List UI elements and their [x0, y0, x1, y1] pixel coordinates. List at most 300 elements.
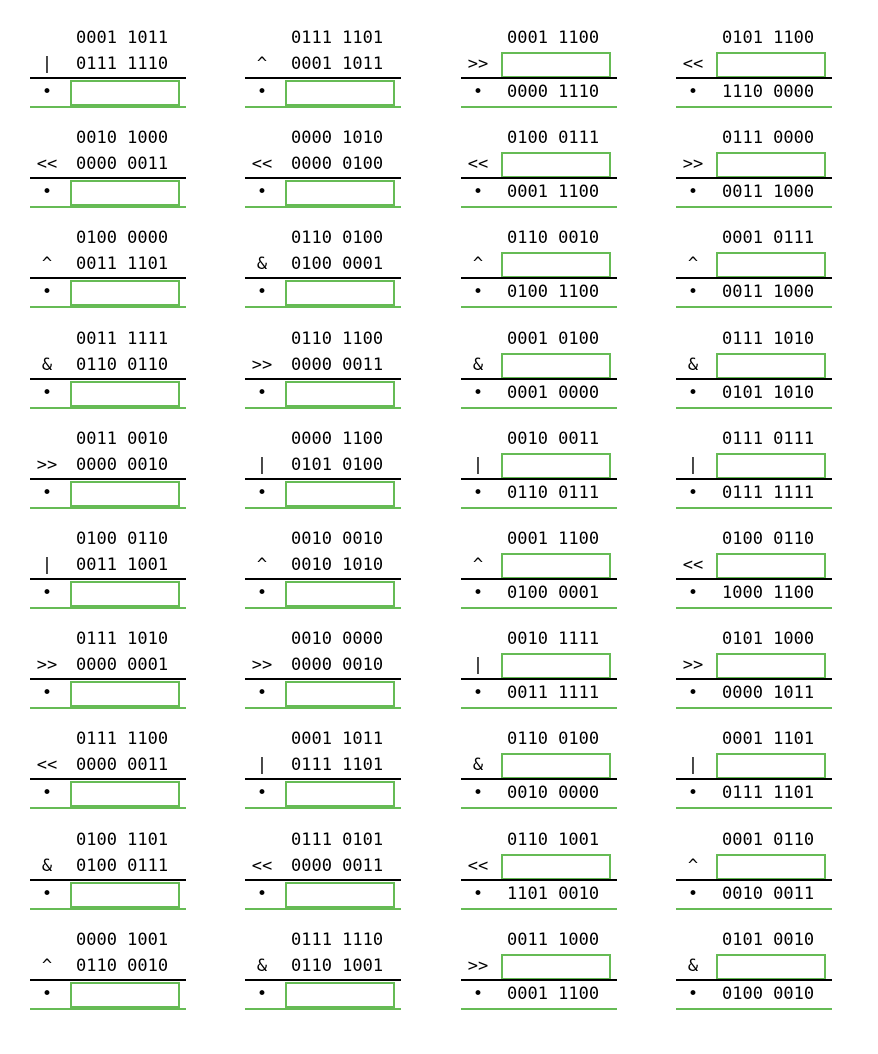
operator-symbol: | — [687, 755, 699, 775]
bullet-icon: • — [472, 82, 484, 102]
operator-symbol: << — [467, 856, 489, 876]
first-operand: 0010 1000 — [76, 128, 169, 148]
first-operand: 0001 0110 — [722, 830, 815, 850]
answer-underline — [461, 607, 617, 609]
operator-row — [245, 752, 401, 778]
first-operand: 0111 1101 — [291, 28, 384, 48]
result-row — [676, 580, 832, 606]
first-operand: 0011 1000 — [507, 930, 600, 950]
first-operand: 0101 1000 — [722, 629, 815, 649]
operator-row — [245, 151, 401, 177]
answer-underline — [245, 306, 401, 308]
problem-block — [461, 526, 617, 610]
first-operand: 0110 0100 — [507, 729, 600, 749]
answer-underline — [461, 206, 617, 208]
operand-row — [30, 25, 186, 51]
result-row — [30, 680, 186, 706]
second-operand: 0000 0011 — [76, 755, 169, 775]
problem-block — [245, 927, 401, 1011]
operator-row — [676, 352, 832, 378]
operator-symbol: >> — [251, 655, 273, 675]
result-row — [245, 981, 401, 1007]
operand-row — [245, 326, 401, 352]
problem-block — [461, 827, 617, 911]
operand-row — [461, 225, 617, 251]
answer-underline — [245, 507, 401, 509]
first-operand: 0000 1010 — [291, 128, 384, 148]
bullet-icon: • — [256, 82, 268, 102]
answer-underline — [676, 407, 832, 409]
answer-underline — [676, 1008, 832, 1010]
problem-block — [676, 827, 832, 911]
answer-underline — [245, 908, 401, 910]
answer-underline — [245, 407, 401, 409]
result-row — [461, 279, 617, 305]
answer-input[interactable] — [70, 80, 180, 106]
answer-underline — [676, 306, 832, 308]
operator-row — [461, 652, 617, 678]
answer-underline — [676, 707, 832, 709]
result-row — [461, 881, 617, 907]
answer-input[interactable] — [285, 982, 395, 1008]
problem-block — [245, 526, 401, 610]
bullet-icon: • — [687, 383, 699, 403]
result-row — [461, 680, 617, 706]
operand-row — [245, 426, 401, 452]
first-operand: 0110 0100 — [291, 228, 384, 248]
answer-input[interactable] — [70, 681, 180, 707]
operator-row — [245, 51, 401, 77]
operator-symbol: >> — [467, 956, 489, 976]
bullet-icon: • — [41, 282, 53, 302]
answer-underline — [676, 206, 832, 208]
first-operand: 0110 0010 — [507, 228, 600, 248]
answer-underline — [30, 206, 186, 208]
result-value: 0011 1000 — [722, 182, 815, 202]
operand-row — [461, 426, 617, 452]
answer-underline — [676, 507, 832, 509]
second-operand-input[interactable] — [716, 252, 826, 278]
operator-row — [245, 853, 401, 879]
operator-symbol: ^ — [472, 254, 484, 274]
result-value: 0000 1110 — [507, 82, 600, 102]
result-row — [676, 79, 832, 105]
operator-symbol: ^ — [41, 956, 53, 976]
answer-underline — [245, 707, 401, 709]
operand-row — [461, 626, 617, 652]
bullet-icon: • — [472, 984, 484, 1004]
operand-row — [245, 626, 401, 652]
operator-row — [676, 752, 832, 778]
answer-underline — [676, 106, 832, 108]
problem-block — [461, 25, 617, 109]
answer-underline — [461, 1008, 617, 1010]
answer-input[interactable] — [285, 381, 395, 407]
operand-row — [30, 426, 186, 452]
bullet-icon: • — [41, 483, 53, 503]
result-row — [461, 780, 617, 806]
result-row — [676, 881, 832, 907]
answer-underline — [676, 807, 832, 809]
result-row — [245, 480, 401, 506]
result-row — [30, 780, 186, 806]
operand-row — [461, 25, 617, 51]
operator-row — [461, 251, 617, 277]
answer-input[interactable] — [70, 180, 180, 206]
first-operand: 0010 0010 — [291, 529, 384, 549]
answer-input[interactable] — [285, 80, 395, 106]
problem-block — [461, 726, 617, 810]
answer-underline — [245, 1008, 401, 1010]
answer-input[interactable] — [70, 581, 180, 607]
second-operand-input[interactable] — [501, 152, 611, 178]
operand-row — [245, 526, 401, 552]
answer-input[interactable] — [70, 481, 180, 507]
operator-row — [245, 452, 401, 478]
second-operand: 0000 0100 — [291, 154, 384, 174]
second-operand: 0100 0001 — [291, 254, 384, 274]
answer-underline — [676, 607, 832, 609]
bullet-icon: • — [41, 683, 53, 703]
first-operand: 0010 0000 — [291, 629, 384, 649]
operator-row — [30, 752, 186, 778]
operator-row — [461, 352, 617, 378]
second-operand: 0101 0100 — [291, 455, 384, 475]
answer-input[interactable] — [285, 280, 395, 306]
result-value: 0101 1010 — [722, 383, 815, 403]
bullet-icon: • — [472, 783, 484, 803]
first-operand: 0001 1100 — [507, 529, 600, 549]
first-operand: 0111 1010 — [722, 329, 815, 349]
answer-underline — [461, 707, 617, 709]
bullet-icon: • — [472, 483, 484, 503]
second-operand-input[interactable] — [716, 553, 826, 579]
result-value: 0001 0000 — [507, 383, 600, 403]
result-row — [245, 881, 401, 907]
first-operand: 0100 1101 — [76, 830, 169, 850]
problem-block — [245, 125, 401, 209]
result-row — [30, 179, 186, 205]
operator-row — [245, 552, 401, 578]
result-value: 0000 1011 — [722, 683, 815, 703]
answer-input[interactable] — [285, 781, 395, 807]
answer-underline — [676, 908, 832, 910]
first-operand: 0101 0010 — [722, 930, 815, 950]
operator-row — [676, 552, 832, 578]
operator-row — [30, 853, 186, 879]
second-operand: 0000 0011 — [76, 154, 169, 174]
first-operand: 0111 1010 — [76, 629, 169, 649]
operand-row — [676, 626, 832, 652]
answer-input[interactable] — [285, 882, 395, 908]
second-operand: 0010 1010 — [291, 555, 384, 575]
problem-block — [676, 25, 832, 109]
result-row — [245, 79, 401, 105]
operator-row — [245, 953, 401, 979]
operand-row — [676, 827, 832, 853]
result-value: 1000 1100 — [722, 583, 815, 603]
second-operand-input[interactable] — [716, 52, 826, 78]
operand-row — [30, 626, 186, 652]
first-operand: 0110 1100 — [291, 329, 384, 349]
operand-row — [30, 827, 186, 853]
problem-block — [30, 626, 186, 710]
second-operand-input[interactable] — [716, 954, 826, 980]
answer-input[interactable] — [285, 581, 395, 607]
result-row — [245, 780, 401, 806]
answer-input[interactable] — [70, 781, 180, 807]
operator-symbol: ^ — [256, 54, 268, 74]
second-operand-input[interactable] — [501, 553, 611, 579]
answer-input[interactable] — [285, 681, 395, 707]
first-operand: 0100 0110 — [722, 529, 815, 549]
operand-row — [676, 25, 832, 51]
operator-row — [30, 953, 186, 979]
operator-symbol: >> — [251, 355, 273, 375]
second-operand: 0000 0010 — [291, 655, 384, 675]
first-operand: 0100 0111 — [507, 128, 600, 148]
operand-row — [245, 726, 401, 752]
operator-symbol: & — [41, 856, 53, 876]
operator-row — [30, 652, 186, 678]
result-row — [676, 179, 832, 205]
problem-block — [30, 827, 186, 911]
second-operand-input[interactable] — [501, 854, 611, 880]
result-row — [30, 580, 186, 606]
problem-block — [245, 827, 401, 911]
first-operand: 0100 0000 — [76, 228, 169, 248]
operator-symbol: & — [256, 956, 268, 976]
operator-symbol: >> — [682, 655, 704, 675]
first-operand: 0000 1100 — [291, 429, 384, 449]
operand-row — [676, 125, 832, 151]
problem-block — [30, 426, 186, 510]
operator-symbol: ^ — [256, 555, 268, 575]
answer-input[interactable] — [70, 982, 180, 1008]
answer-input[interactable] — [70, 882, 180, 908]
operand-row — [245, 225, 401, 251]
answer-underline — [461, 106, 617, 108]
answer-input[interactable] — [70, 381, 180, 407]
operand-row — [30, 326, 186, 352]
answer-underline — [245, 607, 401, 609]
second-operand-input[interactable] — [716, 453, 826, 479]
answer-underline — [30, 507, 186, 509]
result-row — [245, 580, 401, 606]
result-row — [676, 981, 832, 1007]
operator-row — [30, 552, 186, 578]
operator-symbol: ^ — [687, 856, 699, 876]
operand-row — [245, 927, 401, 953]
bullet-icon: • — [41, 82, 53, 102]
result-row — [30, 981, 186, 1007]
second-operand-input[interactable] — [501, 353, 611, 379]
bullet-icon: • — [256, 383, 268, 403]
bullet-icon: • — [687, 783, 699, 803]
first-operand: 0011 1111 — [76, 329, 169, 349]
operator-symbol: & — [256, 254, 268, 274]
operator-row — [245, 352, 401, 378]
operator-symbol: << — [467, 154, 489, 174]
problem-block — [676, 326, 832, 410]
bullet-icon: • — [472, 182, 484, 202]
bullet-icon: • — [256, 783, 268, 803]
second-operand: 0001 1011 — [291, 54, 384, 74]
second-operand-input[interactable] — [716, 152, 826, 178]
problem-block — [30, 225, 186, 309]
result-value: 0011 1111 — [507, 683, 600, 703]
bullet-icon: • — [687, 282, 699, 302]
first-operand: 0011 0010 — [76, 429, 169, 449]
bullet-icon: • — [687, 82, 699, 102]
operand-row — [676, 426, 832, 452]
second-operand-input[interactable] — [501, 954, 611, 980]
first-operand: 0001 1011 — [76, 28, 169, 48]
operand-row — [676, 526, 832, 552]
second-operand: 0000 0010 — [76, 455, 169, 475]
operand-row — [676, 326, 832, 352]
answer-underline — [30, 707, 186, 709]
answer-underline — [30, 407, 186, 409]
problem-block — [30, 927, 186, 1011]
bullet-icon: • — [41, 182, 53, 202]
operator-symbol: | — [256, 755, 268, 775]
operand-row — [676, 225, 832, 251]
problem-block — [461, 125, 617, 209]
operator-symbol: >> — [682, 154, 704, 174]
operator-row — [676, 452, 832, 478]
answer-input[interactable] — [285, 180, 395, 206]
operator-row — [30, 51, 186, 77]
result-row — [30, 881, 186, 907]
operator-row — [461, 51, 617, 77]
result-row — [676, 680, 832, 706]
second-operand: 0111 1110 — [76, 54, 169, 74]
operator-row — [245, 251, 401, 277]
bullet-icon: • — [256, 884, 268, 904]
answer-underline — [461, 507, 617, 509]
result-row — [676, 480, 832, 506]
answer-underline — [461, 908, 617, 910]
problem-block — [245, 25, 401, 109]
problem-block — [245, 225, 401, 309]
problem-block — [245, 326, 401, 410]
bullet-icon: • — [256, 984, 268, 1004]
second-operand-input[interactable] — [716, 854, 826, 880]
first-operand: 0111 1110 — [291, 930, 384, 950]
operand-row — [461, 726, 617, 752]
bullet-icon: • — [687, 483, 699, 503]
result-row — [461, 179, 617, 205]
operator-symbol: >> — [467, 54, 489, 74]
first-operand: 0001 1011 — [291, 729, 384, 749]
operand-row — [676, 927, 832, 953]
operator-symbol: & — [41, 355, 53, 375]
problem-block — [676, 526, 832, 610]
answer-underline — [461, 407, 617, 409]
second-operand-input[interactable] — [501, 252, 611, 278]
result-row — [461, 981, 617, 1007]
result-row — [461, 79, 617, 105]
operator-row — [461, 953, 617, 979]
operator-row — [461, 552, 617, 578]
bullet-icon: • — [256, 583, 268, 603]
second-operand-input[interactable] — [501, 753, 611, 779]
bullet-icon: • — [472, 683, 484, 703]
second-operand-input[interactable] — [716, 753, 826, 779]
operand-row — [30, 927, 186, 953]
operator-symbol: ^ — [472, 555, 484, 575]
result-row — [461, 380, 617, 406]
second-operand-input[interactable] — [716, 653, 826, 679]
bullet-icon: • — [472, 383, 484, 403]
result-row — [676, 279, 832, 305]
result-value: 0001 1100 — [507, 984, 600, 1004]
second-operand: 0011 1001 — [76, 555, 169, 575]
problem-block — [461, 326, 617, 410]
second-operand: 0111 1101 — [291, 755, 384, 775]
operator-symbol: << — [682, 54, 704, 74]
second-operand-input[interactable] — [501, 453, 611, 479]
bullet-icon: • — [41, 884, 53, 904]
result-value: 1110 0000 — [722, 82, 815, 102]
result-value: 0010 0000 — [507, 783, 600, 803]
second-operand-input[interactable] — [501, 52, 611, 78]
first-operand: 0000 1001 — [76, 930, 169, 950]
problem-block — [30, 125, 186, 209]
bullet-icon: • — [472, 884, 484, 904]
second-operand-input[interactable] — [716, 353, 826, 379]
bullet-icon: • — [41, 583, 53, 603]
first-operand: 0010 1111 — [507, 629, 600, 649]
operator-row — [461, 151, 617, 177]
second-operand: 0110 1001 — [291, 956, 384, 976]
operand-row — [30, 125, 186, 151]
result-value: 0100 0010 — [722, 984, 815, 1004]
answer-input[interactable] — [285, 481, 395, 507]
operator-symbol: >> — [36, 655, 58, 675]
first-operand: 0100 0110 — [76, 529, 169, 549]
problem-block — [30, 326, 186, 410]
answer-input[interactable] — [70, 280, 180, 306]
second-operand: 0110 0010 — [76, 956, 169, 976]
operator-symbol: & — [472, 755, 484, 775]
operator-row — [245, 652, 401, 678]
problem-block — [676, 626, 832, 710]
operator-symbol: | — [687, 455, 699, 475]
second-operand: 0100 0111 — [76, 856, 169, 876]
operator-symbol: << — [251, 856, 273, 876]
result-value: 0100 0001 — [507, 583, 600, 603]
operator-symbol: << — [682, 555, 704, 575]
second-operand-input[interactable] — [501, 653, 611, 679]
operator-symbol: & — [687, 355, 699, 375]
result-row — [461, 480, 617, 506]
problem-block — [30, 726, 186, 810]
problem-block — [30, 526, 186, 610]
problem-block — [461, 426, 617, 510]
answer-underline — [30, 1008, 186, 1010]
first-operand: 0001 0111 — [722, 228, 815, 248]
operator-row — [461, 752, 617, 778]
answer-underline — [30, 607, 186, 609]
result-row — [30, 480, 186, 506]
answer-underline — [461, 807, 617, 809]
answer-underline — [30, 908, 186, 910]
first-operand: 0110 1001 — [507, 830, 600, 850]
problem-block — [461, 927, 617, 1011]
operator-row — [30, 452, 186, 478]
